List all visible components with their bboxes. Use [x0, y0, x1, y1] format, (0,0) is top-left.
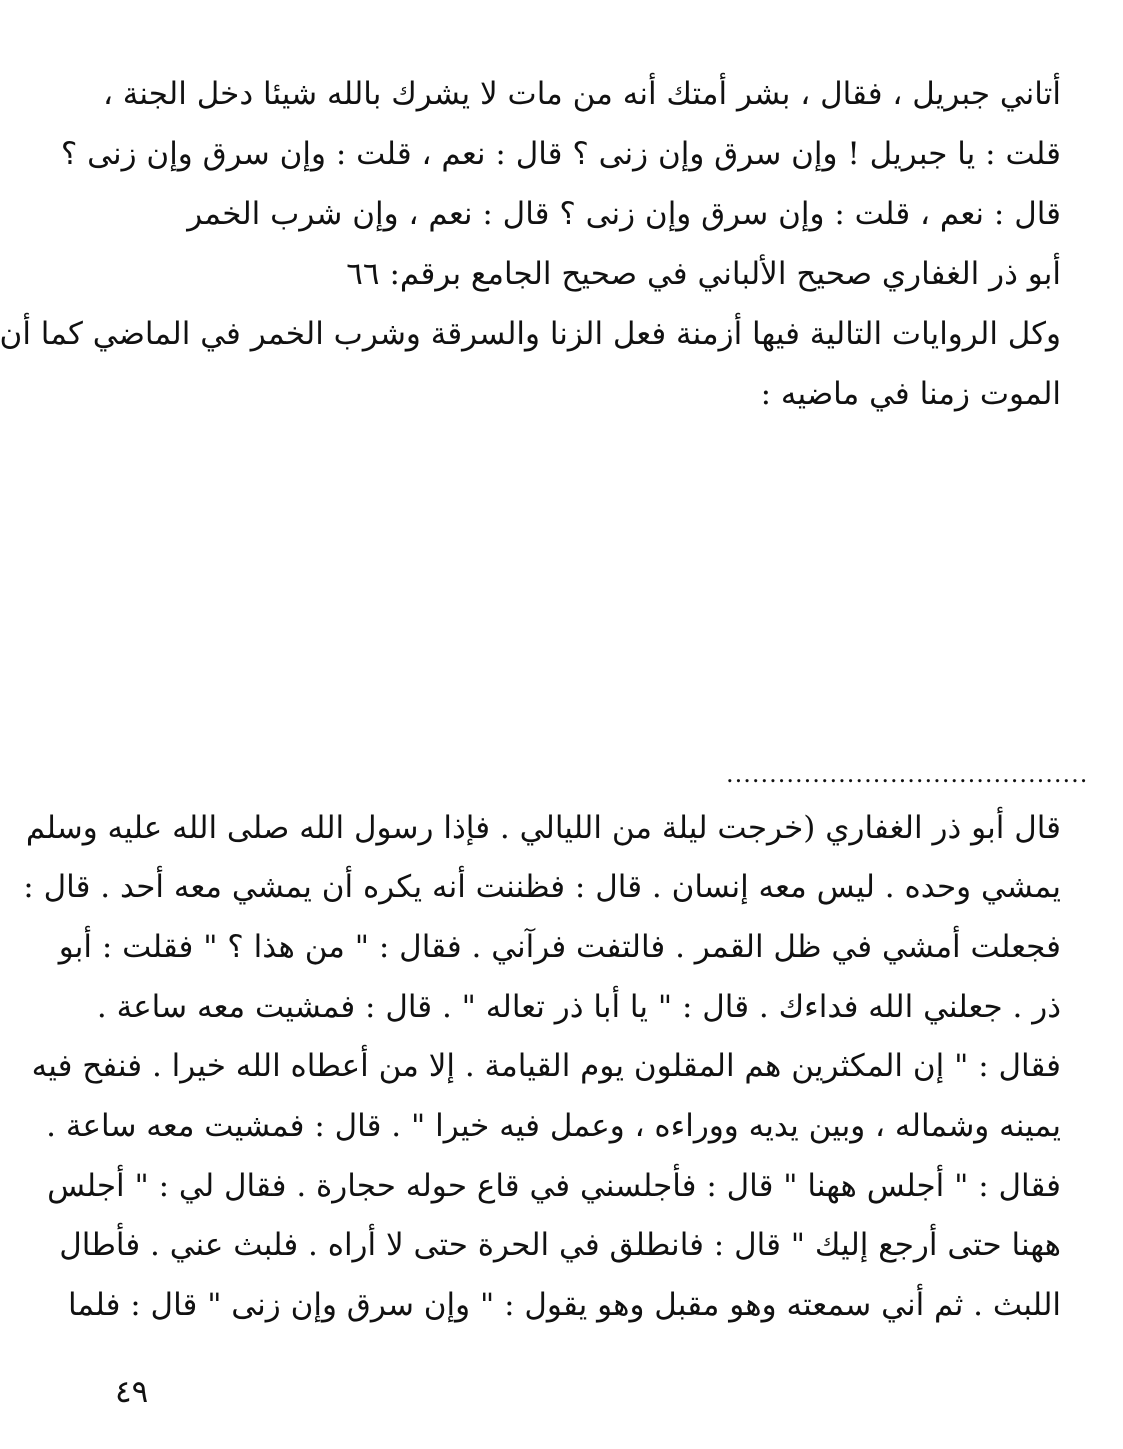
dotted-separator: ..........................................: [726, 760, 1089, 788]
text-line: يمشي وحده . ليس معه إنسان . قال : فظننت أنه يكره أن يمشي معه أحد . قال :: [23, 869, 1061, 905]
text-line: الموت زمنا في ماضيه :: [760, 376, 1061, 412]
text-line: أتاني جبريل ، فقال ، بشر أمتك أنه من مات لا يشرك بالله شيئا دخل الجنة ،: [102, 76, 1061, 112]
citation-line: أبو ذر الغفاري صحيح الألباني في صحيح الجامع برقم: ٦٦: [346, 256, 1061, 292]
text-line: قال أبو ذر الغفاري (خرجت ليلة من الليالي . فإذا رسول الله صلى الله عليه وسلم: [25, 810, 1061, 846]
text-line: فقال : " إن المكثرين هم المقلون يوم القيامة . إلا من أعطاه الله خيرا . فنفح فيه: [31, 1048, 1061, 1084]
text-line: قال : نعم ، قلت : وإن سرق وإن زنى ؟ قال : نعم ، وإن شرب الخمر: [187, 196, 1061, 232]
text-line: فقال : " أجلس ههنا " قال : فأجلسني في قاع حوله حجارة . فقال لي : " أجلس: [47, 1168, 1061, 1204]
text-line: يمينه وشماله ، وبين يديه ووراءه ، وعمل فيه خيرا " . قال : فمشيت معه ساعة .: [46, 1108, 1061, 1144]
page-number: ٤٩: [115, 1374, 149, 1410]
text-line: قلت : يا جبريل ! وإن سرق وإن زنى ؟ قال : نعم ، قلت : وإن سرق وإن زنى ؟: [60, 136, 1061, 172]
text-line: وكل الروايات التالية فيها أزمنة فعل الزنا والسرقة وشرب الخمر في الماضي كما أن: [0, 316, 1061, 352]
text-line: ذر . جعلني الله فداءك . قال : " يا أبا ذر تعاله " . قال : فمشيت معه ساعة .: [96, 989, 1061, 1025]
text-line: فجعلت أمشي في ظل القمر . فالتفت فرآني . فقال : " من هذا ؟ " فقلت : أبو: [58, 929, 1061, 965]
text-line: اللبث . ثم أني سمعته وهو مقبل وهو يقول : " وإن سرق وإن زنى " قال : فلما: [67, 1287, 1061, 1323]
text-line: ههنا حتى أرجع إليك " قال : فانطلق في الحرة حتى لا أراه . فلبث عني . فأطال: [59, 1227, 1061, 1263]
